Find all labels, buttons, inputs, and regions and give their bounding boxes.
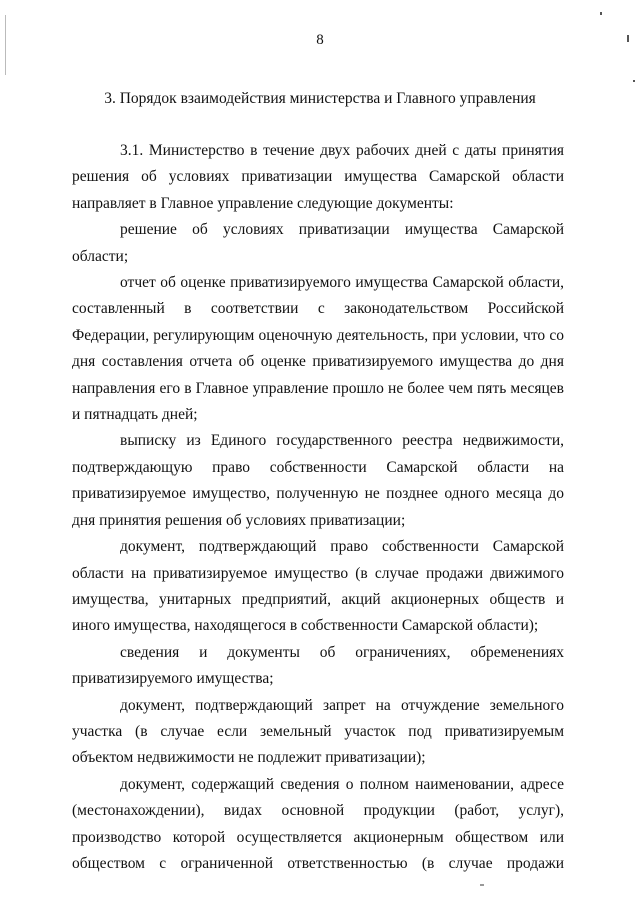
- paragraph-ownership-document: документ, подтверждающий право собственности Самарской области на приватизируемое имущество (в случае продажи движимого имущества, унитарных предприятий, акций акционерных обществ и иного имущества, находящегося в собственности Самарской области);: [72, 538, 564, 635]
- paragraph-company-info: документ, содержащий сведения о полном наименовании, адресе (местонахождении), видах основной продукции (работ, услуг), производство которой осуществляется акционерным обществом или обществом с ограниченной ответственностью (в случае продажи: [72, 775, 564, 872]
- scan-speck: [600, 12, 602, 15]
- paragraph-encumbrances: сведения и документы об ограничениях, обременениях приватизируемого имущества;: [72, 643, 564, 688]
- paragraph-land-plot: документ, подтверждающий запрет на отчуждение земельного участка (в случае если земельный участок под приватизируемым объектом недвижимости не подлежит приватизации);: [72, 696, 564, 767]
- page-number: 8: [316, 32, 324, 48]
- scan-speck: [5, 15, 6, 75]
- scan-speck: [627, 35, 629, 42]
- scan-speck: [633, 80, 635, 82]
- paragraph-valuation-report: отчет об оценке приватизируемого имущества Самарской области, составленный в соответствии с законодательством Российской Федерации, регулирующим оценочную деятельность, при условии, что со дня составления отчета об оценке приватизируемого имущества до дня направления его в Главное управление прошло не более чем пять месяцев и пятнадцать дней;: [72, 274, 564, 424]
- paragraph-decision: решение об условиях приватизации имущества Самарской области;: [72, 221, 564, 265]
- document-body: [72, 138, 564, 877]
- scan-speck: [480, 884, 484, 886]
- paragraph-3-1: 3.1. Министерство в течение двух рабочих дней с даты принятия решения об условиях приватизации имущества Самарской области направляет в Главное управление следующие документы:: [72, 142, 564, 212]
- section-title: 3. Порядок взаимодействия министерства и Главного управления: [104, 90, 536, 107]
- paragraph-registry-extract: выписку из Единого государственного реестра недвижимости, подтверждающую право собственности Самарской области на приватизируемое имущество, полученную не позднее одного месяца до дня принятия решения об условиях приватизации;: [72, 432, 564, 529]
